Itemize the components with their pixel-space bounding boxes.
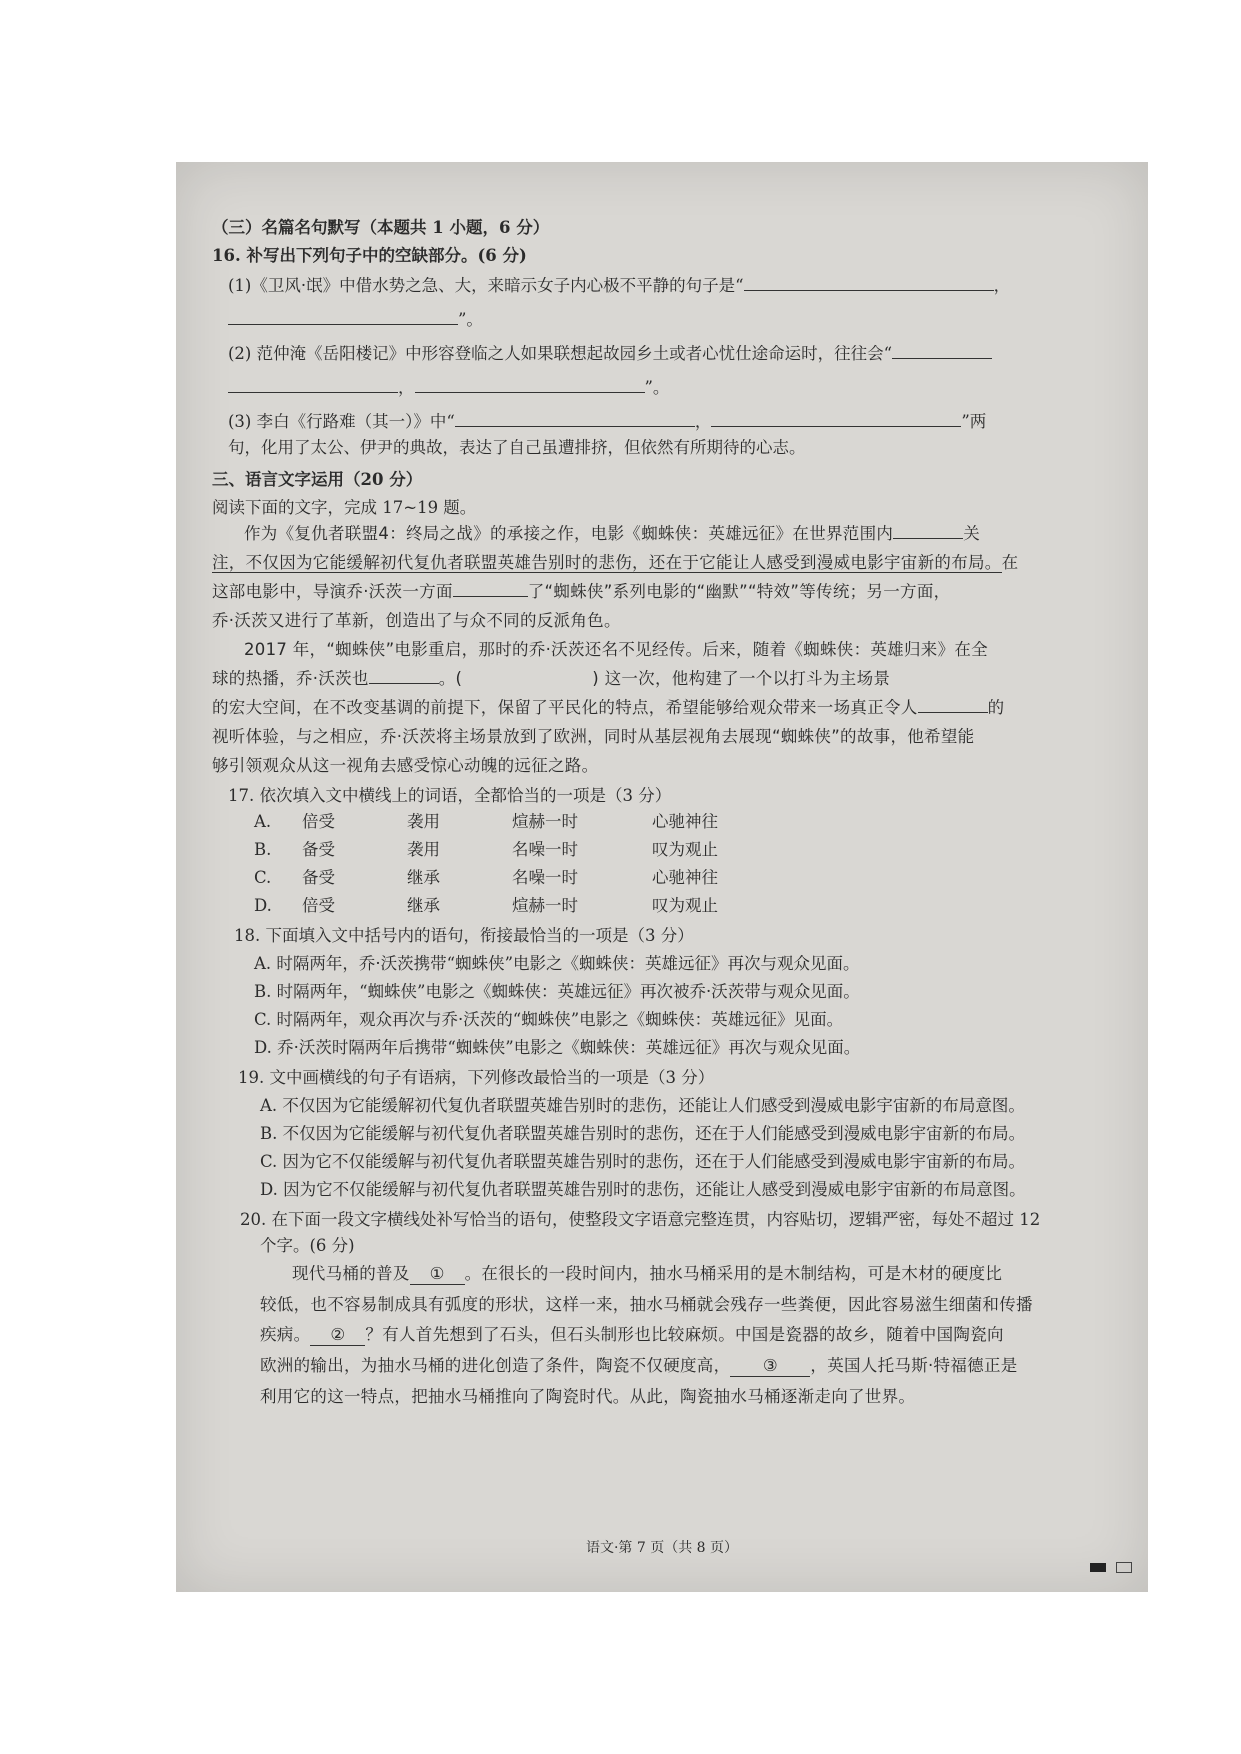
answer-blank[interactable] bbox=[918, 698, 988, 713]
q16-part2-text: (2) 范仲淹《岳阳楼记》中形容登临之人如果联想起故园乡土或者心忧仕途命运时，往往会“ bbox=[228, 344, 893, 363]
q19-stem: 19. 文中画横线的句子有语病，下列修改最恰当的一项是（3 分） bbox=[238, 1068, 715, 1087]
passage-line: 视听体验，与之相应，乔·沃茨将主场景放到了欧洲，同时从基层视角去展现“蜘蛛侠”的故事，他希望能 bbox=[212, 727, 975, 746]
q16-part3-cont: 句，化用了太公、伊尹的典故，表达了自己虽遭排挤，但依然有所期待的心志。 bbox=[228, 438, 806, 457]
q16-part1: (1)《卫风·氓》中借水势之急、大，来暗示女子内心极不平静的句子是“ ， bbox=[228, 276, 1011, 295]
q16-part1-end: ”。 bbox=[458, 310, 483, 329]
q18-stem: 18. 下面填入文中括号内的语句，衔接最恰当的一项是（3 分） bbox=[234, 926, 694, 945]
passage-underlined-sentence: 注，不仅因为它能缓解初代复仇者联盟英雄告别时的悲伤，还在于它能让人感受到漫威电影宇宙新的布局。 bbox=[212, 553, 1002, 572]
passage-line: 的宏大空间，在不改变基调的前提下，保留了平民化的特点，希望能够给观众带来一场真正令人 的 bbox=[212, 698, 1005, 717]
q20-passage-line: 较低，也不容易制成具有弧度的形状，这样一来，抽水马桶就会残存一些粪便，因此容易滋生细菌和传播 bbox=[260, 1295, 1033, 1314]
answer-blank[interactable] bbox=[455, 412, 695, 427]
answer-blank-3[interactable]: ③ bbox=[730, 1356, 810, 1377]
q16-part1-cont bbox=[212, 310, 1112, 330]
q20-passage-line: 利用它的这一特点，把抽水马桶推向了陶瓷时代。从此，陶瓷抽水马桶逐渐走向了世界。 bbox=[260, 1387, 916, 1406]
q18-option-b[interactable]: B. 时隔两年，“蜘蛛侠”电影之《蜘蛛侠：英雄远征》再次被乔·沃茨带与观众见面。 bbox=[254, 982, 860, 1001]
q18-option-c[interactable]: C. 时隔两年，观众再次与乔·沃茨的“蜘蛛侠”电影之《蜘蛛侠：英雄远征》见面。 bbox=[254, 1010, 844, 1029]
passage-line: 2017 年，“蜘蛛侠”电影重启，那时的乔·沃茨还名不见经传。后来，随着《蜘蛛侠：英雄归来》在全 bbox=[244, 640, 988, 659]
reading-intro: 阅读下面的文字，完成 17~19 题。 bbox=[212, 498, 477, 517]
q19-option-d[interactable]: D. 因为它不仅能缓解与初代复仇者联盟英雄告别时的悲伤，还能让人感受到漫威电影宇宙新的布局意图。 bbox=[260, 1180, 1026, 1199]
q20-passage-line: 欧洲的输出，为抽水马桶的进化创造了条件，陶瓷不仅硬度高， ③ ，英国人托马斯·特福德正是 bbox=[260, 1356, 1018, 1375]
q16-part2-cont bbox=[212, 378, 1112, 398]
passage-line: 这部电影中，导演乔·沃茨一方面 了“蜘蛛侠”系列电影的“幽默”“特效”等传统；另一方面， bbox=[212, 582, 951, 601]
answer-blank-1[interactable]: ① bbox=[410, 1264, 465, 1285]
q16-part1-text: (1)《卫风·氓》中借水势之急、大，来暗示女子内心极不平静的句子是“ bbox=[228, 276, 744, 295]
answer-blank[interactable] bbox=[415, 378, 645, 393]
answer-blank[interactable] bbox=[744, 276, 994, 291]
q20-passage-line: 疾病。 ② ？有人首先想到了石头，但石头制形也比较麻烦。中国是瓷器的故乡，随着中国陶瓷向 bbox=[260, 1325, 1004, 1344]
q17-option-c[interactable]: C. 备受 继承 名噪一时 心驰神往 bbox=[254, 868, 718, 887]
corner-marks bbox=[1090, 1562, 1132, 1573]
reading-passage bbox=[212, 524, 1112, 776]
passage-line: 作为《复仇者联盟4：终局之战》的承接之作，电影《蜘蛛侠：英雄远征》在世界范围内 关 bbox=[244, 524, 981, 543]
passage-line: 球的热播，乔·沃茨也 。( ) 这一次，他构建了一个以打斗为主场景 bbox=[212, 669, 891, 688]
exam-page bbox=[176, 162, 1148, 1592]
answer-blank[interactable] bbox=[893, 524, 963, 539]
answer-blank[interactable] bbox=[228, 378, 398, 393]
q17-option-b[interactable]: B. 备受 袭用 名噪一时 叹为观止 bbox=[254, 840, 718, 859]
q16-part2-mid: ， bbox=[398, 378, 415, 397]
q20-stem-cont: 个字。(6 分) bbox=[260, 1236, 355, 1255]
answer-blank-2[interactable]: ② bbox=[310, 1325, 365, 1346]
q19-option-c[interactable]: C. 因为它不仅能缓解与初代复仇者联盟英雄告别时的悲伤，还在于人们能感受到漫威电影宇宙新的布局。 bbox=[260, 1152, 1026, 1171]
q17-option-d[interactable]: D. 倍受 继承 煊赫一时 叹为观止 bbox=[254, 896, 718, 915]
answer-blank[interactable] bbox=[228, 310, 458, 325]
page-footer: 语文·第 7 页（共 8 页） bbox=[585, 1540, 739, 1556]
passage-line: 乔·沃茨又进行了革新，创造出了与众不同的反派角色。 bbox=[212, 611, 621, 630]
q18-option-a[interactable]: A. 时隔两年，乔·沃茨携带“蜘蛛侠”电影之《蜘蛛侠：英雄远征》再次与观众见面。 bbox=[254, 954, 860, 973]
section-heading-language-use: 三、语言文字运用（20 分） bbox=[212, 470, 423, 489]
answer-blank[interactable] bbox=[711, 412, 961, 427]
q16-stem: 16. 补写出下列句子中的空缺部分。(6 分) bbox=[212, 246, 527, 265]
filled-rectangle-icon bbox=[1090, 1563, 1106, 1572]
page-content bbox=[212, 218, 1112, 1407]
answer-blank[interactable] bbox=[453, 582, 528, 597]
q16-part2-end: ”。 bbox=[644, 378, 670, 397]
q17-stem: 17. 依次填入文中横线上的词语，全都恰当的一项是（3 分） bbox=[228, 786, 672, 805]
q20-passage bbox=[212, 1264, 1112, 1407]
q20-passage-line: 现代马桶的普及 ① 。在很长的一段时间内，抽水马桶采用的是木制结构，可是木材的硬度比 bbox=[292, 1264, 1003, 1283]
answer-blank[interactable] bbox=[892, 344, 992, 359]
answer-blank[interactable] bbox=[369, 669, 439, 684]
empty-rectangle-icon bbox=[1116, 1562, 1132, 1573]
q18-option-d[interactable]: D. 乔·沃茨时隔两年后携带“蜘蛛侠”电影之《蜘蛛侠：英雄远征》再次与观众见面。 bbox=[254, 1038, 861, 1057]
q19-option-a[interactable]: A. 不仅因为它能缓解初代复仇者联盟英雄告别时的悲伤，还能让人们感受到漫威电影宇宙新的布局意图。 bbox=[260, 1096, 1025, 1115]
q17-options bbox=[212, 812, 1112, 916]
q20-stem: 20. 在下面一段文字横线处补写恰当的语句，使整段文字语意完整连贯，内容贴切，逻辑严密，每处不超过 12 bbox=[240, 1210, 1041, 1229]
q16-part3-text: (3) 李白《行路难（其一）》中“ bbox=[228, 412, 455, 431]
section-heading-famous-quotes: （三）名篇名句默写（本题共 1 小题，6 分） bbox=[212, 218, 550, 237]
q16-part3 bbox=[212, 412, 1112, 432]
q16-part3-mid: ， bbox=[694, 412, 712, 431]
passage-line: 注，不仅因为它能缓解初代复仇者联盟英雄告别时的悲伤，还在于它能让人感受到漫威电影宇宙新的布局。在 bbox=[212, 553, 1019, 572]
q16-part2 bbox=[212, 344, 1112, 364]
q17-option-a[interactable]: A. 倍受 袭用 煊赫一时 心驰神往 bbox=[254, 812, 718, 831]
q19-option-b[interactable]: B. 不仅因为它能缓解与初代复仇者联盟英雄告别时的悲伤，还在于人们能感受到漫威电影宇宙新的布局。 bbox=[260, 1124, 1026, 1143]
passage-line: 够引领观众从这一视角去感受惊心动魄的远征之路。 bbox=[212, 756, 599, 775]
q16-part3-end: ”两 bbox=[961, 412, 987, 431]
